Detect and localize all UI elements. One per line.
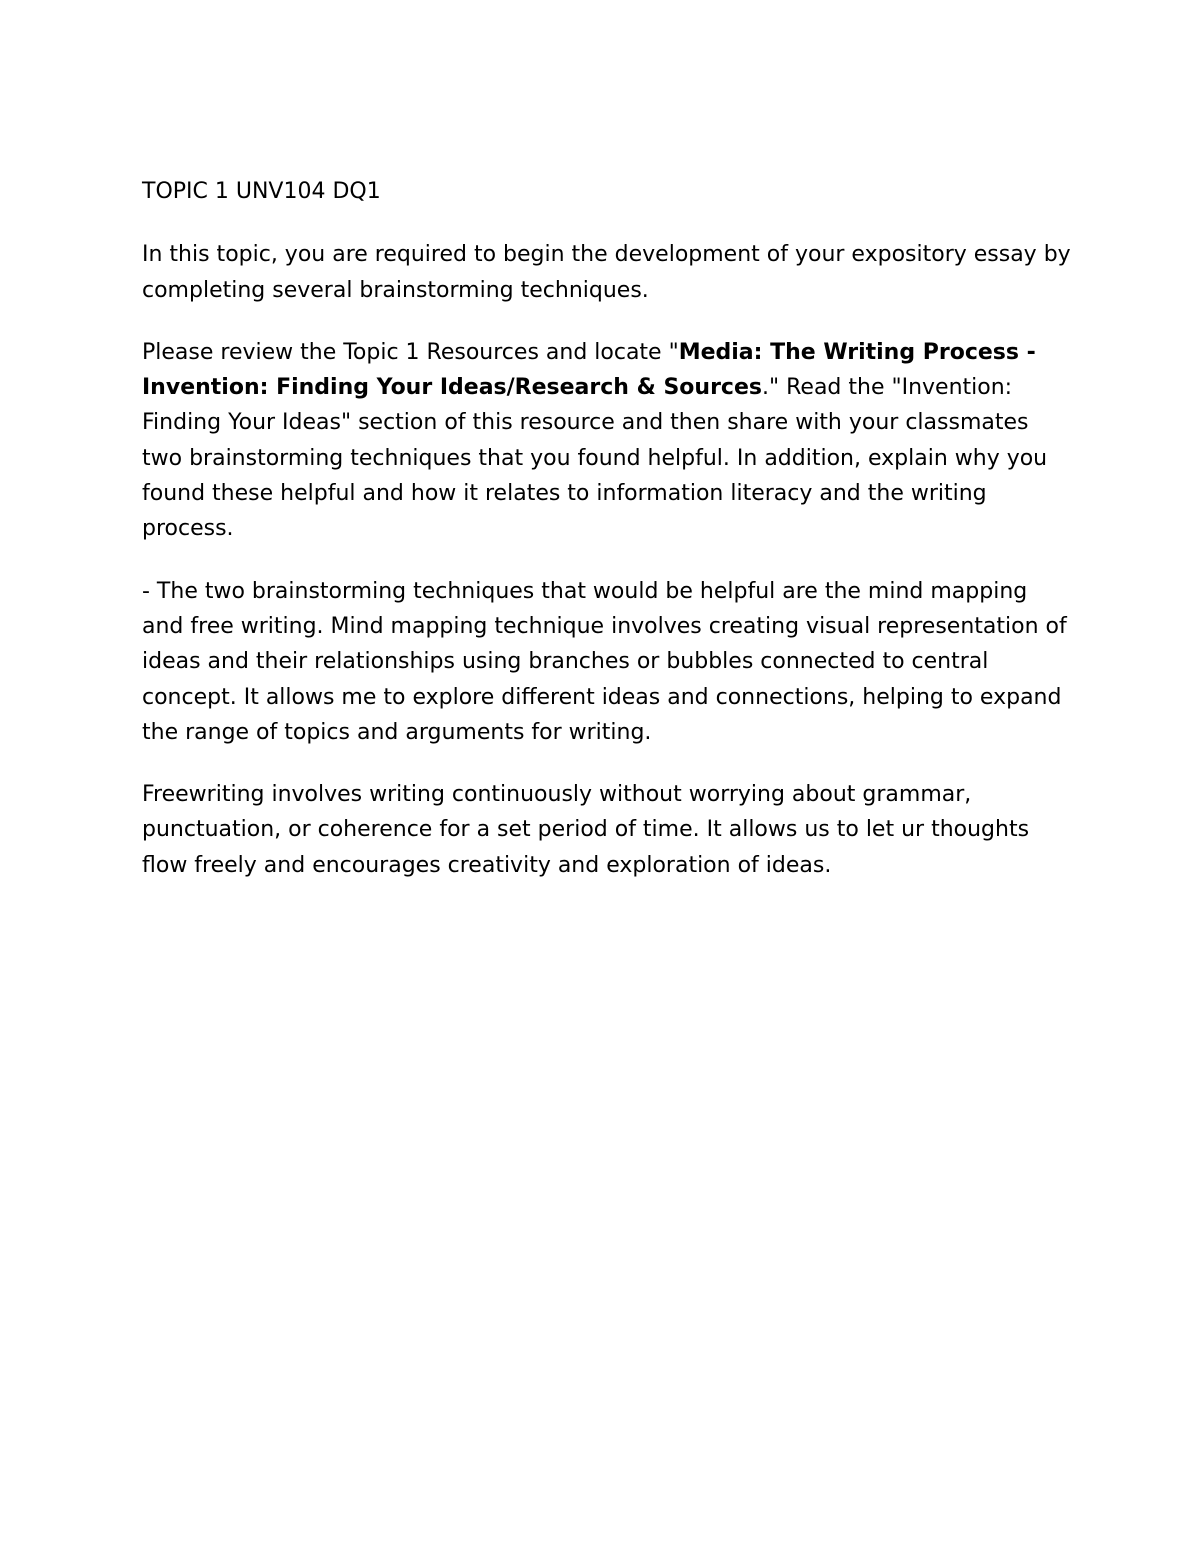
- answer-paragraph-1: - The two brainstorming techniques that would be helpful are the mind mapping and free writing. Mind mapping technique involves creating visual representation of ideas and their relationships using branches or bubbles connected to central concept. It allows me to explore different ideas and connections, helping to expand the range of topics and arguments for writing.: [142, 578, 1067, 745]
- intro-paragraph: In this topic, you are required to begin the development of your expository essay by completing several brainstorming techniques.: [142, 242, 1071, 303]
- answer-paragraph-2: Freewriting involves writing continuously without worrying about grammar, punctuation, or coherence for a set period of time. It allows us to let ur thoughts flow freely and encourages creativity and exploration of ideas.: [142, 782, 1030, 878]
- instructions-text-after: ." Read the "Invention: Finding Your Ideas" section of this resource and then share with your classmates two brainstorming techniques that you found helpful. In addition, explain why you found these helpful and how it relates to information literacy and the writing process.: [142, 375, 1048, 542]
- instructions-text-before: Please review the Topic 1 Resources and locate ": [142, 339, 679, 365]
- resource-title-bold: Media: The Writing Process - Invention: Finding Your Ideas/Research & Sources: [142, 339, 1036, 401]
- instructions-paragraph: [142, 335, 1072, 547]
- document-title: TOPIC 1 UNV104 DQ1: [142, 179, 381, 204]
- document-body: [142, 174, 1072, 910]
